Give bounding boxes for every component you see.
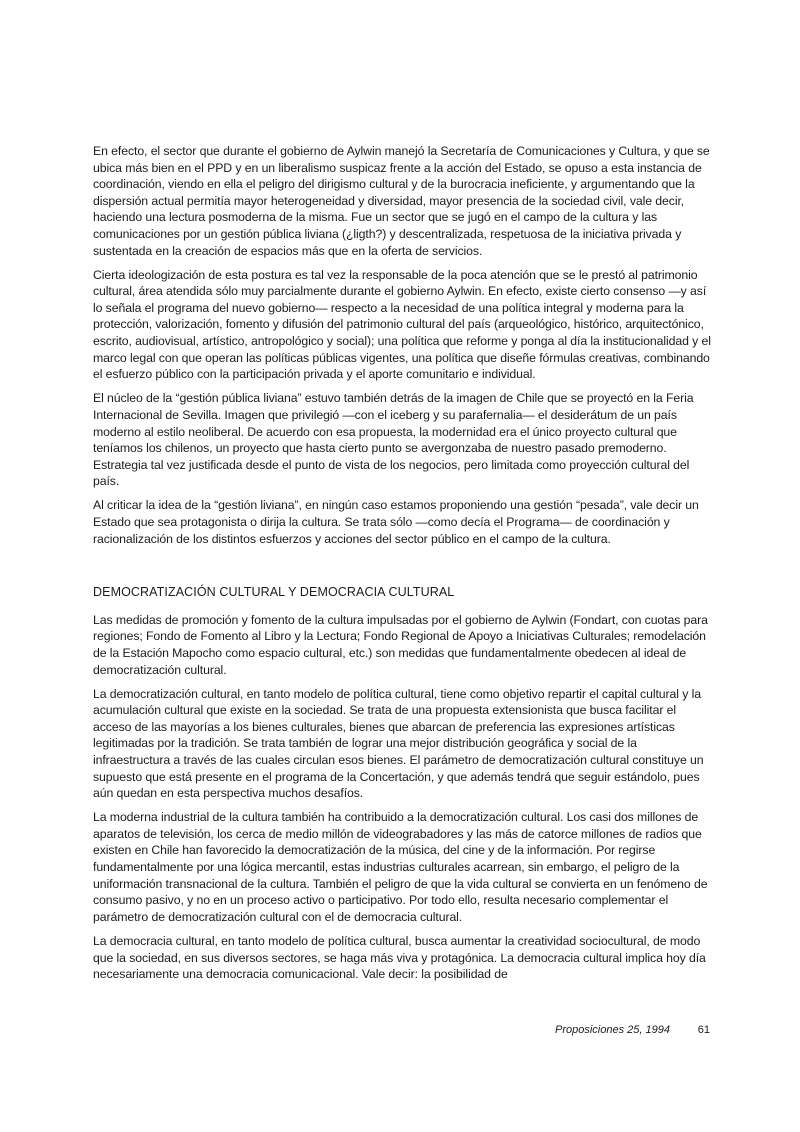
body-paragraph: La moderna industrial de la cultura también ha contribuido a la democratización cultural. Los casi dos millones de aparatos de televisión, los cerca de medio millón de videograbadores y las más de catorce millones de radios que existen en Chile han favorecido la democratización de la música, del cine y de la información. Por regirse fundamentalmente por una lógica mercantil, estas industrias culturales acarrean, sin embargo, el peligro de la uniformación transnacional de la cultura. También el peligro de que la vida cultural se convierta en un fenómeno de consumo pasivo, y no en un proceso activo o participativo. Por todo ello, resulta necesario complementar el parámetro de democratización cultural con el de democracia cultural.	[93, 810, 708, 924]
body-paragraph: Las medidas de promoción y fomento de la cultura impulsadas por el gobierno de Aylwin (Fondart, con cuotas para regiones; Fondo de Fomento al Libro y la Lectura; Fondo Regional de Apoyo a Iniciativas Culturales; remodelación de la Estación Mapocho como espacio cultural, etc.) son medidas que fundamentalmente obedecen al ideal de democratización cultural.	[93, 612, 708, 677]
journal-citation: Proposiciones 25, 1994	[555, 1024, 670, 1036]
page-number: 61	[697, 1024, 710, 1036]
body-paragraph: En efecto, el sector que durante el gobierno de Aylwin manejó la Secretaría de Comunicaciones y Cultura, y que se ubica más bien en el PPD y en un liberalismo suspicaz frente a la acción del Estado, se opuso a esta instancia de coordinación, viendo en ella el peligro del dirigismo cultural y de la burocracia ineficiente, y argumentando que la dispersión actual permitía mayor heterogeneidad y diversidad, mayor presencia de la sociedad civil, vale decir, haciendo una lectura posmoderna de la misma. Fue un sector que se jugó en el campo de la cultura y las comunicaciones por un gestión pública liviana (¿ligth?) y descentralizada, respetuosa de la iniciativa privada y sustentada en la creación de espacios más que en la oferta de servicios.	[93, 144, 710, 258]
page-footer	[555, 1022, 710, 1038]
body-paragraph: El núcleo de la “gestión pública liviana” estuvo también detrás de la imagen de Chile que se proyectó en la Feria Internacional de Sevilla. Imagen que privilegió —con el iceberg y su parafernalia— el desiderátum de un país moderno al estilo neoliberal. De acuerdo con esa propuesta, la modernidad era el único proyecto cultural que teníamos los chilenos, un proyecto que hasta cierto punto se avergonzaba de nuestro pasado premoderno. Estrategia tal vez justificada desde el punto de vista de los negocios, pero limitada como proyección cultural del país.	[93, 391, 694, 489]
body-paragraph: Al criticar la idea de la “gestión liviana”, en ningún caso estamos proponiendo una gestión “pesada”, vale decir un Estado que sea protagonista o dirija la cultura. Se trata sólo —como decía el Programa— de coordinación y racionalización de los distintos esfuerzos y acciones del sector público en el campo de la cultura.	[93, 498, 699, 546]
page-body	[93, 143, 715, 990]
body-paragraph: Cierta ideologización de esta postura es tal vez la responsable de la poca atención que se le prestó al patrimonio cultural, área atendida sólo muy parcialmente durante el gobierno Aylwin. En efecto, existe cierto consenso —y así lo señala el programa del nuevo gobierno— respecto a la necesidad de una política integral y moderna para la protección, valorización, fomento y difusión del patrimonio cultural del país (arqueológico, histórico, arquitectónico, escrito, audiovisual, artístico, antropológico y social); una política que reforme y ponga al día la institucionalidad y el marco legal con que operan las políticas públicas vigentes, una política que diseñe fórmulas creativas, combinando el esfuerzo público con la participación privada y el aporte comunitario e individual.	[93, 267, 711, 382]
body-paragraph: La democratización cultural, en tanto modelo de política cultural, tiene como objetivo repartir el capital cultural y la acumulación cultural que existe en la sociedad. Se trata de una propuesta extensionista que busca facilitar el acceso de las mayorías a los bienes culturales, bienes que abarcan de preferencia las expresiones artísticas legitimadas por la tradición. Se trata también de lograr una mejor distribución geográfica y social de la infraestructura a través de las cuales circulan esos bienes. El parámetro de democratización cultural constituye un supuesto que está presente en el programa de la Concertación, y que además tendrá que seguir estándolo, pues aún quedan en esta perspectiva muchos desafíos.	[93, 686, 704, 801]
section-heading: DEMOCRATIZACIÓN CULTURAL Y DEMOCRACIA CULTURAL	[93, 585, 455, 600]
body-paragraph: La democracia cultural, en tanto modelo de política cultural, busca aumentar la creatividad sociocultural, de modo que la sociedad, en sus diversos sectores, se haga más viva y protagónica. La democracia cultural implica hoy día necesariamente una democracia comunicacional. Vale decir: la posibilidad de	[93, 933, 706, 982]
